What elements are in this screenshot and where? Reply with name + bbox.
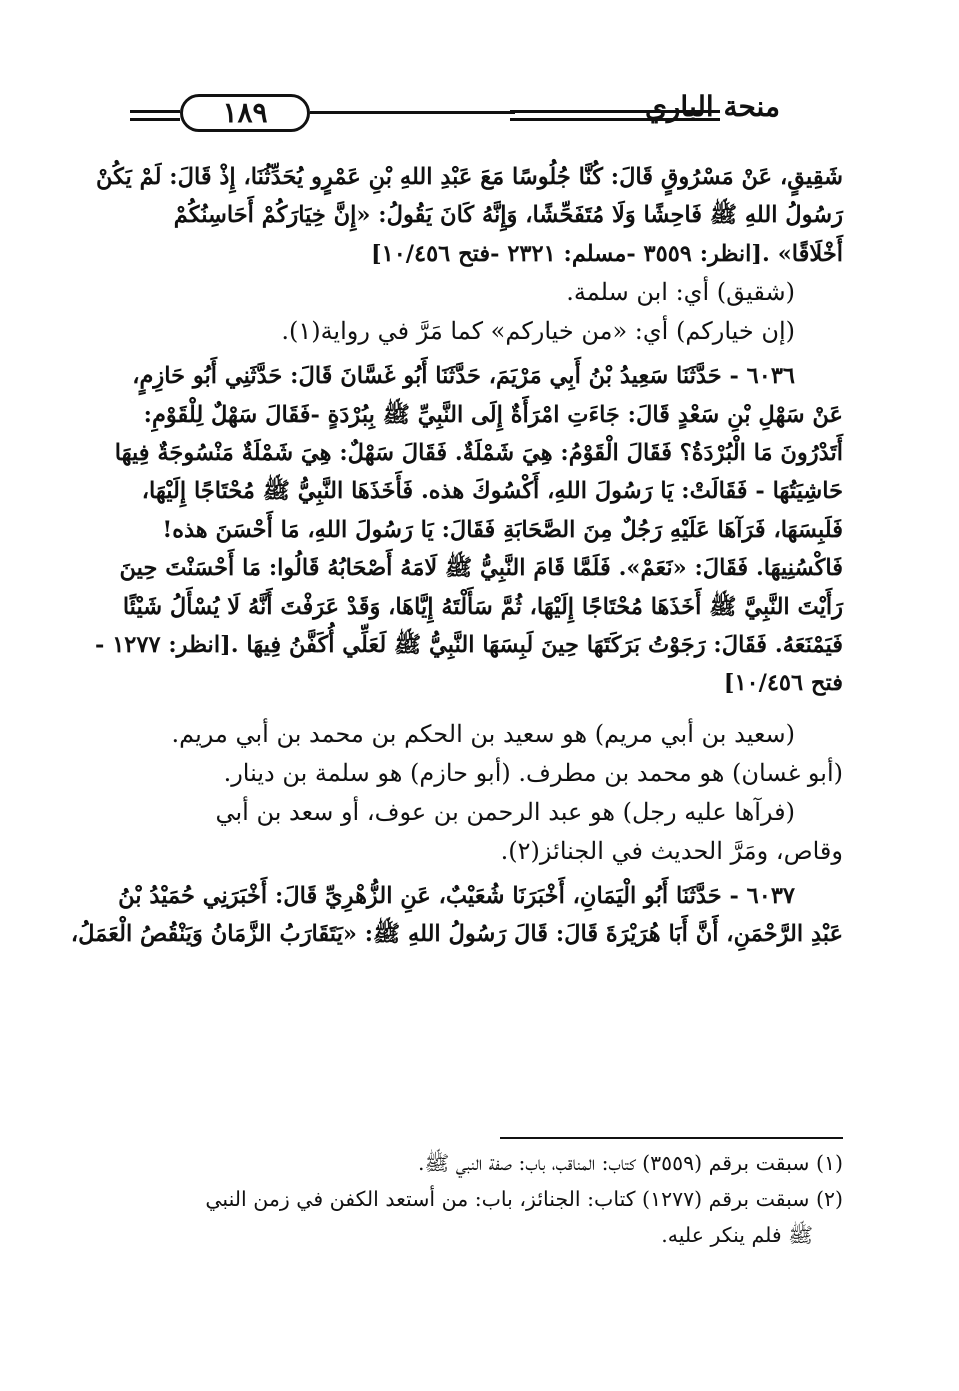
text-line: رَأَيْتَ النَّبِيَّ ﷺ أَخَذَهَا مُحْتَاجًا إِلَيْهَا، ثُمَّ سَأَلْتَهُ إِيَّاهَا، وَقَدْ عَرَفْتَ أَنَّهُ لَا يُسْأَلُ شَيْئًا xyxy=(122,593,843,620)
commentary-paragraph xyxy=(135,715,843,793)
running-title: منحة الباري xyxy=(644,90,780,123)
text-line: أَتَدْرُونَ مَا الْبُرْدَةُ؟ فَقَالَ الْقَوْمُ: هِيَ شَمْلَةٌ. فَقَالَ سَهْلٌ: هِيَ شَمْلَةٌ مَنْسُوجَةٌ فِيهَا xyxy=(114,440,843,467)
footnote-separator xyxy=(500,1137,843,1139)
text-line: (فرآها عليه رجل) هو عبد الرحمن بن عوف، أو سعد بن أبي xyxy=(215,797,795,826)
text-line: وقاص، ومَرَّ الحديث في الجنائز(٢). xyxy=(500,836,843,865)
commentary-paragraph: (شقيق) أي: ابن سلمة. xyxy=(566,278,795,307)
page-number: ١٨٩ xyxy=(180,94,310,132)
footnote: ﷺ فلم ينكر عليه. xyxy=(661,1223,813,1247)
commentary-paragraph: (إن خياركم) أي: «من خياركم» كما مَرَّ في رواية(١). xyxy=(281,317,795,346)
text-line: ٦٠٣٧ - حَدَّثَنَا أَبُو الْيَمَانِ، أَخْبَرَنَا شُعَيْبٌ، عَنِ الزُّهْرِيِّ قَالَ: أَخْبَرَنِي حُمَيْدُ بْنُ xyxy=(118,882,795,909)
footnote: (٢) سبقت برقم (١٢٧٧) كتاب: الجنائز، باب: من أستعد الكفن في زمن النبي xyxy=(205,1187,843,1211)
text-line: رَسُولُ اللهِ ﷺ فَاحِشًا وَلَا مُتَفَحِّشًا، وَإِنَّهُ كَانَ يَقُولُ: «إِنَّ خِيَارَكُمْ أَحَاسِنُكُمْ xyxy=(173,202,843,229)
hadith-6036 xyxy=(95,357,843,703)
hadith-6037 xyxy=(70,877,843,954)
header-rule xyxy=(130,118,180,121)
main-text xyxy=(70,158,843,954)
text-line: أَخْلَاقًا» .[انظر: ٣٥٥٩ -مسلم: ٢٣٢١ -فتح ١٠/٤٥٦] xyxy=(370,240,843,267)
text-line: فتح ١٠/٤٥٦] xyxy=(723,670,843,697)
text-line: فَيَمْنَعَهُ. فَقَالَ: رَجَوْتُ بَرَكَتَهَا حِينَ لَبِسَهَا النَّبِيُّ ﷺ لَعَلِّي أُكَفَّنُ فِيهَا .[انظر: ١٢٧٧ - xyxy=(95,632,843,659)
text-line: عَبْدِ الرَّحْمَنِ، أَنَّ أَبَا هُرَيْرَةَ قَالَ: قَالَ رَسُولُ اللهِ ﷺ: «يَتَقَارَبُ الزَّمَانُ وَيَنْقُصُ الْعَمَلُ، xyxy=(70,921,843,948)
hadith-6035 xyxy=(96,158,843,273)
footnote: (١) سبقت برقم (٣٥٥٩) كتاب: المناقب، باب: صفة النبي ﷺ. xyxy=(417,1151,843,1175)
text-line: (سعيد بن أبي مريم) هو سعيد بن الحكم بن محمد بن أبي مريم. xyxy=(171,719,795,748)
text-line: فَلَبِسَهَا، فَرَآهَا عَلَيْهِ رَجُلٌ مِنَ الصَّحَابَةِ فَقَالَ: يَا رَسُولَ اللهِ، مَا أَحْسَنَ هذه! xyxy=(162,516,843,543)
text-line: عَنْ سَهْلِ بْنِ سَعْدٍ قَالَ: جَاءَتِ امْرَأَةٌ إِلَى النَّبِيِّ ﷺ بِبُرْدَةٍ -فَقَالَ سَهْلٌ لِلْقَوْمِ: xyxy=(143,401,843,428)
footnotes xyxy=(135,1145,843,1253)
text-line: حَاشِيَتُهَا - فَقَالَتْ: يَا رَسُولَ اللهِ، أَكْسُوكَ هذه. فَأَخَذَهَا النَّبِيُّ ﷺ مُحْتَاجًا إِلَيْهَا، xyxy=(141,478,843,505)
text-line: شَقِيقٍ، عَنْ مَسْرُوقٍ قَالَ: كُنَّا جُلُوسًا مَعَ عَبْدِ اللهِ بْنِ عَمْرٍو يُحَدِّثُنَا، إِذْ قَالَ: لَمْ يَكُنْ xyxy=(96,164,843,190)
text-line: (أبو غسان) هو محمد بن مطرف. (أبو حازم) هو سلمة بن دينار. xyxy=(223,758,843,787)
header-rule xyxy=(130,110,180,113)
commentary-paragraph xyxy=(135,793,843,871)
text-line: ٦٠٣٦ - حَدَّثَنَا سَعِيدُ بْنُ أَبِي مَرْيَمَ، حَدَّثَنَا أَبُو غَسَّانَ قَالَ: حَدَّثَنِي أَبُو حَازِمٍ، xyxy=(132,363,795,390)
text-line: فَاكْسُنِيهَا. فَقَالَ: «نَعَمْ». فَلَمَّا قَامَ النَّبِيُّ ﷺ لَامَهُ أَصْحَابُهُ قَالُوا: مَا أَحْسَنْتَ حِينَ xyxy=(119,555,843,582)
page-header xyxy=(130,90,840,142)
